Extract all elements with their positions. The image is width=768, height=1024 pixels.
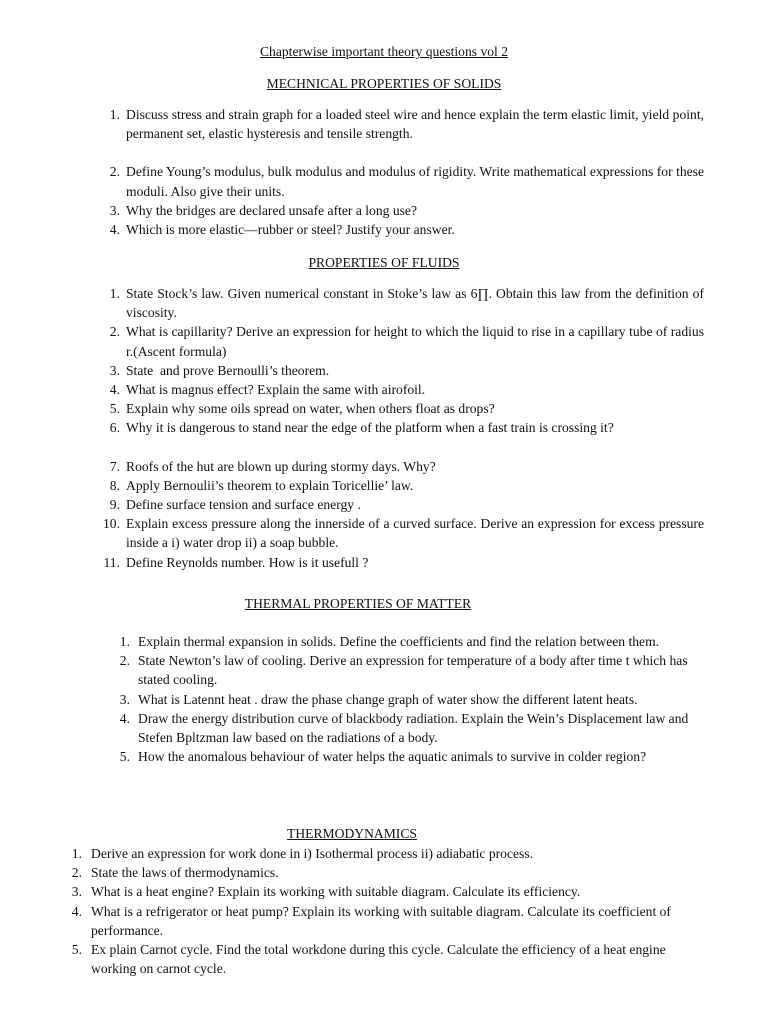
question-number: 10. [103, 516, 120, 532]
question-number: 1. [119, 634, 130, 649]
question-number: 4. [71, 903, 82, 919]
question-item [109, 380, 704, 399]
question-text: Why it is dangerous to stand near the edge of the platform when a fast train is crossing it? [126, 420, 614, 436]
question-number: 3. [109, 202, 120, 218]
question-item [109, 418, 704, 437]
question-text: What is capillarity? Derive an expression for height to which the liquid to rise in a capillary tube of radius r.(Ascent formula) [126, 324, 704, 359]
question-item [103, 514, 704, 552]
question-text: Roofs of the hut are blown up during stormy days. Why? [126, 458, 436, 474]
question-text: Explain excess pressure along the innerside of a curved surface. Derive an expression for excess pressure inside a i) water drop ii) a soap bubble. [126, 516, 704, 551]
question-number: 8. [109, 477, 120, 493]
question-number: 3. [109, 362, 120, 378]
question-number: 4. [109, 382, 120, 398]
question-number: 3. [71, 884, 82, 900]
question-number: 2. [109, 164, 120, 180]
question-text: How the anomalous behaviour of water helps the aquatic animals to survive in colder region? [138, 749, 647, 765]
question-number: 2. [71, 865, 82, 881]
question-item [109, 322, 704, 360]
question-text: Why the bridges are declared unsafe after a long use? [126, 202, 417, 218]
question-list-thermal [119, 632, 702, 766]
question-text: Define Reynolds number. How is it usefull ? [126, 554, 369, 570]
question-number: 11. [103, 554, 120, 570]
question-number: 7. [109, 458, 120, 474]
question-item [109, 399, 704, 418]
question-text: Define surface tension and surface energy . [126, 497, 361, 513]
question-number: 4. [109, 222, 120, 238]
question-text: Explain thermal expansion in solids. Define the coefficients and find the relation between them. [138, 634, 660, 649]
question-item [109, 361, 704, 380]
question-number: 2. [119, 653, 130, 669]
question-text: Which is more elastic—rubber or steel? Justify your answer. [126, 222, 455, 238]
question-text: What is a heat engine? Explain its working with suitable diagram. Calculate its efficiency. [91, 884, 581, 900]
question-text: State and prove Bernoulli’s theorem. [126, 362, 330, 378]
question-number: 2. [109, 324, 120, 340]
question-text: State the laws of thermodynamics. [91, 865, 279, 881]
question-item [71, 863, 705, 882]
question-item [71, 844, 705, 863]
question-item [109, 476, 704, 495]
question-item [109, 162, 704, 200]
section-heading-thermal: THERMAL PROPERTIES OF MATTER [244, 596, 472, 611]
question-number: 1. [109, 107, 120, 122]
question-number: 5. [71, 942, 82, 958]
question-item [71, 940, 705, 978]
question-item [109, 220, 704, 239]
question-text: State Newton’s law of cooling. Derive an expression for temperature of a body after time t which has stated cooling. [138, 653, 688, 688]
question-text: Apply Bernoulii’s theorem to explain Toricellie’ law. [126, 477, 414, 493]
question-item [109, 495, 704, 514]
question-text: Define Young’s modulus, bulk modulus and modulus of rigidity. Write mathematical expressions for these moduli. Also give their units. [126, 164, 704, 199]
question-number: 5. [119, 749, 130, 765]
question-text: Ex plain Carnot cycle. Find the total workdone during this cycle. Calculate the efficiency of a heat engine working on carnot cycle. [91, 942, 666, 977]
section-heading-fluids: PROPERTIES OF FLUIDS [308, 255, 460, 270]
question-text: What is Latennt heat . draw the phase change graph of water show the different latent heats. [138, 691, 638, 707]
question-number: 4. [119, 710, 130, 726]
question-text: Discuss stress and strain graph for a loaded steel wire and hence explain the term elastic limit, yield point, permanent set, elastic hysteresis and tensile strength. [126, 107, 704, 142]
question-list-thermodynamics [71, 844, 705, 978]
question-text: What is magnus effect? Explain the same with airofoil. [126, 382, 426, 398]
question-item [109, 105, 704, 143]
question-number: 1. [109, 286, 120, 301]
question-list-solids [109, 105, 704, 239]
question-number: 9. [109, 497, 120, 513]
question-item [119, 709, 702, 747]
question-text: Derive an expression for work done in i) Isothermal process ii) adiabatic process. [91, 846, 534, 861]
question-item [119, 651, 702, 689]
question-item [109, 457, 704, 476]
question-item [109, 201, 704, 220]
question-item [103, 553, 704, 572]
question-item [119, 690, 702, 709]
question-number: 3. [119, 691, 130, 707]
section-heading-solids: MECHNICAL PROPERTIES OF SOLIDS [266, 76, 502, 91]
question-number: 1. [71, 846, 82, 861]
question-item [71, 882, 705, 901]
question-text: State Stock’s law. Given numerical constant in Stoke’s law as 6∏. Obtain this law from the definition of viscosity. [126, 286, 704, 321]
question-number: 6. [109, 420, 120, 436]
question-item [119, 747, 702, 766]
question-text: Draw the energy distribution curve of blackbody radiation. Explain the Wein’s Displacement law and Stefen Bpltzman law based on the radiations of a body. [138, 710, 689, 746]
question-list-fluids [103, 284, 704, 572]
section-heading-thermodynamics: THERMODYNAMICS [287, 826, 417, 841]
document-title: Chapterwise important theory questions vol 2 [259, 44, 509, 59]
question-item [109, 284, 704, 322]
question-item [71, 902, 705, 940]
question-text: What is a refrigerator or heat pump? Explain its working with suitable diagram. Calculate its coefficient of performance. [91, 903, 671, 938]
question-text: Explain why some oils spread on water, when others float as drops? [126, 401, 495, 417]
question-number: 5. [109, 401, 120, 417]
question-item [119, 632, 702, 651]
